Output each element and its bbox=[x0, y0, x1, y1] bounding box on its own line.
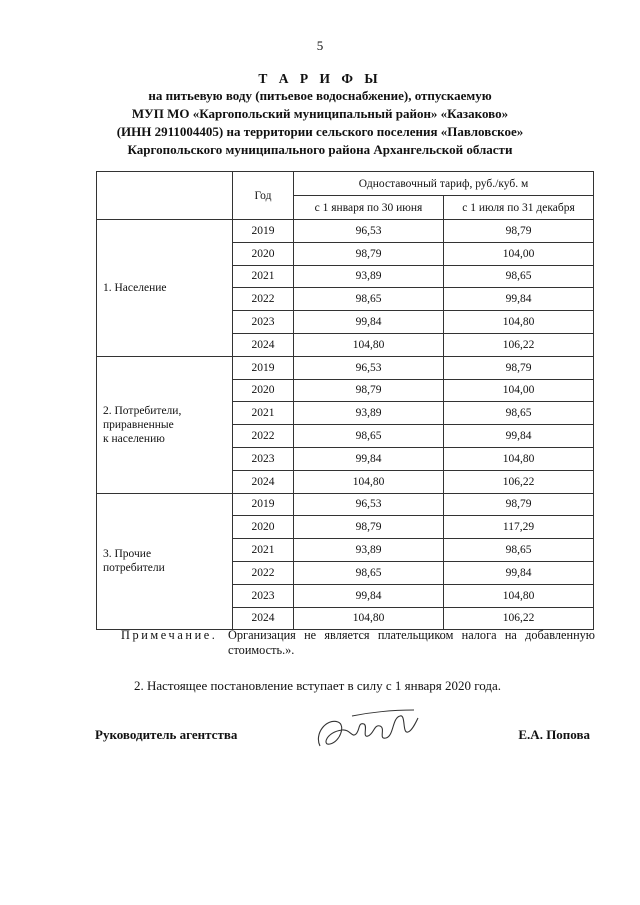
signatory-position: Руководитель агентства bbox=[95, 727, 238, 742]
tariff-period-2-cell: 98,79 bbox=[444, 220, 594, 243]
tariff-period-2-cell: 106,22 bbox=[444, 470, 594, 493]
year-cell: 2021 bbox=[233, 265, 294, 288]
year-cell: 2019 bbox=[233, 493, 294, 516]
tariff-table bbox=[96, 171, 594, 630]
note-text: Организация не является плательщиком налога на добавленную стоимость.». bbox=[228, 628, 595, 657]
tariff-period-2-cell: 117,29 bbox=[444, 516, 594, 539]
year-cell: 2023 bbox=[233, 447, 294, 470]
tariff-period-2-cell: 99,84 bbox=[444, 561, 594, 584]
title-line: (ИНН 2911004405) на территории сельского поселения «Павловское» bbox=[116, 124, 524, 139]
tariff-period-1-cell: 96,53 bbox=[294, 493, 444, 516]
year-cell: 2023 bbox=[233, 584, 294, 607]
tariff-period-2-cell: 99,84 bbox=[444, 425, 594, 448]
title-line: МУП МО «Каргопольский муниципальный район» «Казаково» bbox=[131, 106, 509, 121]
category-cell bbox=[97, 220, 233, 357]
year-cell: 2024 bbox=[233, 470, 294, 493]
year-cell: 2024 bbox=[233, 333, 294, 356]
tariff-period-2-cell: 104,80 bbox=[444, 584, 594, 607]
year-cell: 2020 bbox=[233, 516, 294, 539]
tariff-period-2-cell: 104,80 bbox=[444, 311, 594, 334]
table-row bbox=[97, 493, 594, 516]
tariff-period-1-cell: 96,53 bbox=[294, 356, 444, 379]
tariff-period-1-cell: 99,84 bbox=[294, 447, 444, 470]
year-cell: 2022 bbox=[233, 425, 294, 448]
tariff-period-1-cell: 98,79 bbox=[294, 516, 444, 539]
year-cell: 2022 bbox=[233, 288, 294, 311]
tariff-period-2-cell: 98,79 bbox=[444, 356, 594, 379]
category-label-line: потребители bbox=[103, 562, 165, 575]
tariff-period-2-cell: 98,65 bbox=[444, 539, 594, 562]
signatory-name: Е.А. Попова bbox=[518, 727, 590, 742]
tariff-period-1-cell: 93,89 bbox=[294, 402, 444, 425]
year-cell: 2020 bbox=[233, 379, 294, 402]
title-line: на питьевую воду (питьевое водоснабжение), отпускаемую bbox=[148, 88, 492, 103]
tariff-period-1-cell: 93,89 bbox=[294, 539, 444, 562]
handwritten-signature bbox=[312, 704, 422, 754]
year-cell: 2024 bbox=[233, 607, 294, 630]
document-title bbox=[40, 70, 600, 159]
year-cell: 2023 bbox=[233, 311, 294, 334]
tariff-period-2-cell: 98,79 bbox=[444, 493, 594, 516]
category-label-line: 2. Потребители, bbox=[103, 404, 182, 417]
tariff-period-1-cell: 93,89 bbox=[294, 265, 444, 288]
tariff-period-2-cell: 104,80 bbox=[444, 447, 594, 470]
tariff-period-1-cell: 98,79 bbox=[294, 242, 444, 265]
page-number: 5 bbox=[316, 38, 324, 53]
year-cell: 2019 bbox=[233, 356, 294, 379]
title-main: Т А Р И Ф Ы bbox=[258, 71, 382, 86]
tariff-period-2-cell: 104,00 bbox=[444, 242, 594, 265]
tariff-period-2-cell: 99,84 bbox=[444, 288, 594, 311]
tariff-period-2-cell: 106,22 bbox=[444, 333, 594, 356]
category-label-line: 1. Население bbox=[103, 281, 167, 294]
tariff-period-2-cell: 98,65 bbox=[444, 402, 594, 425]
category-label-line: к населению bbox=[103, 432, 165, 445]
tariff-period-1-cell: 104,80 bbox=[294, 607, 444, 630]
tariff-period-1-cell: 98,65 bbox=[294, 425, 444, 448]
year-cell: 2021 bbox=[233, 402, 294, 425]
header-period-2: с 1 июля по 31 декабря bbox=[444, 196, 594, 220]
tariff-period-1-cell: 98,65 bbox=[294, 288, 444, 311]
category-label-line: приравненные bbox=[103, 418, 174, 431]
tariff-period-1-cell: 96,53 bbox=[294, 220, 444, 243]
note-label: Примечание. bbox=[121, 628, 218, 642]
year-cell: 2021 bbox=[233, 539, 294, 562]
tariff-period-1-cell: 98,65 bbox=[294, 561, 444, 584]
header-period-1: с 1 января по 30 июня bbox=[294, 196, 444, 220]
table-row bbox=[97, 356, 594, 379]
tariff-period-1-cell: 104,80 bbox=[294, 470, 444, 493]
category-label-line: 3. Прочие bbox=[103, 548, 152, 561]
header-tariff: Одноставочный тариф, руб./куб. м bbox=[294, 172, 594, 196]
tariff-period-1-cell: 104,80 bbox=[294, 333, 444, 356]
category-cell bbox=[97, 493, 233, 630]
tariff-period-2-cell: 104,00 bbox=[444, 379, 594, 402]
year-cell: 2022 bbox=[233, 561, 294, 584]
table-row bbox=[97, 220, 594, 243]
year-cell: 2020 bbox=[233, 242, 294, 265]
tariff-period-2-cell: 106,22 bbox=[444, 607, 594, 630]
tariff-period-1-cell: 99,84 bbox=[294, 311, 444, 334]
year-cell: 2019 bbox=[233, 220, 294, 243]
effective-date-paragraph: 2. Настоящее постановление вступает в силу с 1 января 2020 года. bbox=[134, 678, 502, 693]
tariff-period-1-cell: 99,84 bbox=[294, 584, 444, 607]
tariff-period-2-cell: 98,65 bbox=[444, 265, 594, 288]
header-empty-cell bbox=[97, 172, 233, 220]
title-line: Каргопольского муниципального района Архангельской области bbox=[127, 142, 513, 157]
category-cell bbox=[97, 356, 233, 493]
header-year: Год bbox=[233, 172, 294, 220]
tariff-period-1-cell: 98,79 bbox=[294, 379, 444, 402]
